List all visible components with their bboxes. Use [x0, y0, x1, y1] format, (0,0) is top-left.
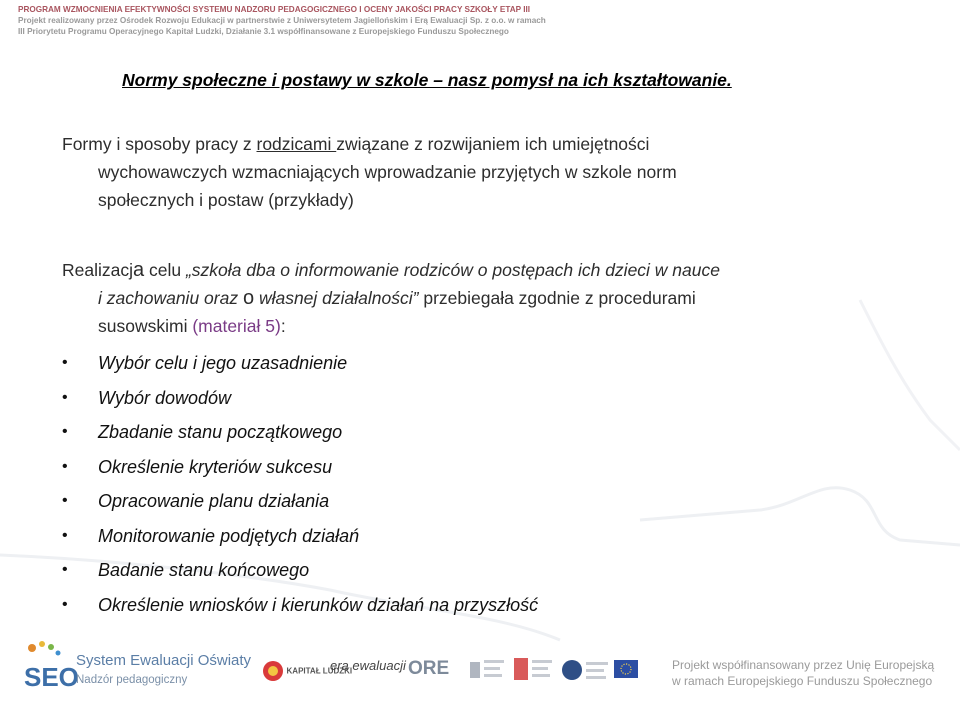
list-item-label: Określenie wniosków i kierunków działań na przyszłość — [98, 594, 539, 615]
list-item-label: Określenie kryteriów sukcesu — [98, 456, 333, 477]
para2-goal-quote-1: „szkoła dba o informowanie rodziców o postępach ich dzieci w nauce — [185, 260, 720, 280]
svg-text:SEO: SEO — [24, 662, 79, 692]
footer-logos — [0, 628, 960, 710]
eu-funding-line-1: Projekt współfinansowany przez Unię Europejską — [672, 658, 935, 672]
paragraph-parents — [62, 130, 677, 214]
para1-line-2: wychowawczych wzmacniających wprowadzanie przyjętych w szkole norm — [98, 162, 677, 182]
para2-text-d: susowskimi — [98, 316, 193, 336]
seo-subtitle: Nadzór pedagogiczny — [76, 674, 188, 686]
bullet-icon: • — [62, 526, 68, 544]
header-line-1: PROGRAM WZMOCNIENIA EFEKTYWNOŚCI SYSTEMU NADZORU PEDAGOGICZNEGO I OCENY JAKOŚCI PRACY SZKOŁY ETAP III — [18, 5, 531, 14]
ministry-logo-icon — [514, 656, 554, 684]
list-item — [62, 588, 538, 623]
bullet-icon: • — [62, 595, 68, 613]
era-ewaluacji-logo: era ewaluacji — [330, 658, 406, 673]
paragraph-goal — [62, 256, 720, 340]
list-item — [62, 415, 538, 450]
seo-logo-icon — [22, 638, 79, 702]
para2-text-b: celu — [144, 260, 186, 280]
bullet-icon: • — [62, 457, 68, 475]
steps-list — [62, 346, 538, 622]
list-item-label: Opracowanie planu działania — [98, 491, 330, 511]
bullet-icon: • — [62, 423, 68, 440]
ore-logo: ORE — [408, 658, 450, 679]
para1-text-b: związane z rozwijaniem ich umiejętności — [336, 134, 650, 154]
bullet-icon: • — [62, 561, 68, 578]
list-item-label: Monitorowanie podjętych działań — [98, 525, 360, 546]
para2-goal-quote-2: i zachowaniu oraz — [98, 288, 243, 308]
page-title: Normy społeczne i postawy w szkole – nasz pomysł na ich kształtowanie. — [122, 70, 732, 90]
header-line-3: III Priorytetu Programu Operacyjnego Kapitał Ludzki, Działanie 3.1 współfinansowane z Europejskiego Funduszu Społecznego — [18, 27, 509, 36]
header-line-2: Projekt realizowany przez Ośrodek Rozwoju Edukacji w partnerstwie z Uniwersytetem Jagiellońskim i Erą Ewaluacji Sp. z o.o. w ramach — [18, 16, 546, 25]
seo-name: System Ewaluacji Oświaty — [76, 652, 252, 669]
list-item — [62, 381, 538, 416]
para2-big-o: o — [242, 287, 255, 309]
list-item — [62, 484, 538, 519]
bullet-icon: • — [62, 492, 68, 509]
para1-text-a: Formy i sposoby pracy z — [62, 134, 257, 154]
university-logo-icon — [562, 656, 610, 684]
kapital-ludzki-icon — [262, 660, 284, 682]
project-header — [18, 4, 718, 37]
list-item-label: Wybór celu i jego uzasadnienie — [98, 353, 348, 373]
list-item-label: Wybór dowodów — [98, 387, 232, 408]
list-item — [62, 450, 538, 485]
list-item — [62, 553, 538, 588]
para2-goal-quote-3: własnej działalności” — [254, 288, 419, 308]
list-item — [62, 519, 538, 554]
list-item-label: Badanie stanu końcowego — [98, 560, 310, 580]
material-reference: (materiał 5) — [192, 316, 281, 336]
list-item-label: Zbadanie stanu początkowego — [98, 422, 343, 442]
partner-logo-icon — [470, 658, 506, 682]
eu-flag-icon — [614, 660, 638, 678]
bullet-icon: • — [62, 388, 68, 406]
kapital-ludzki-label: KAPITAŁ LUDZKI — [286, 666, 353, 676]
para1-underlined-parents: rodzicami — [256, 134, 337, 154]
para1-line-3: społecznych i postaw (przykłady) — [98, 190, 354, 210]
para2-text-a: Realizacj — [62, 260, 133, 280]
para2-text-c: przebiegała zgodnie z procedurami — [418, 288, 696, 308]
para2-big-a: a — [133, 259, 145, 281]
eu-funding-line-2: w ramach Europejskiego Funduszu Społecznego — [672, 674, 933, 688]
bullet-icon: • — [62, 354, 68, 371]
para2-colon: : — [280, 316, 286, 336]
list-item — [62, 346, 538, 381]
